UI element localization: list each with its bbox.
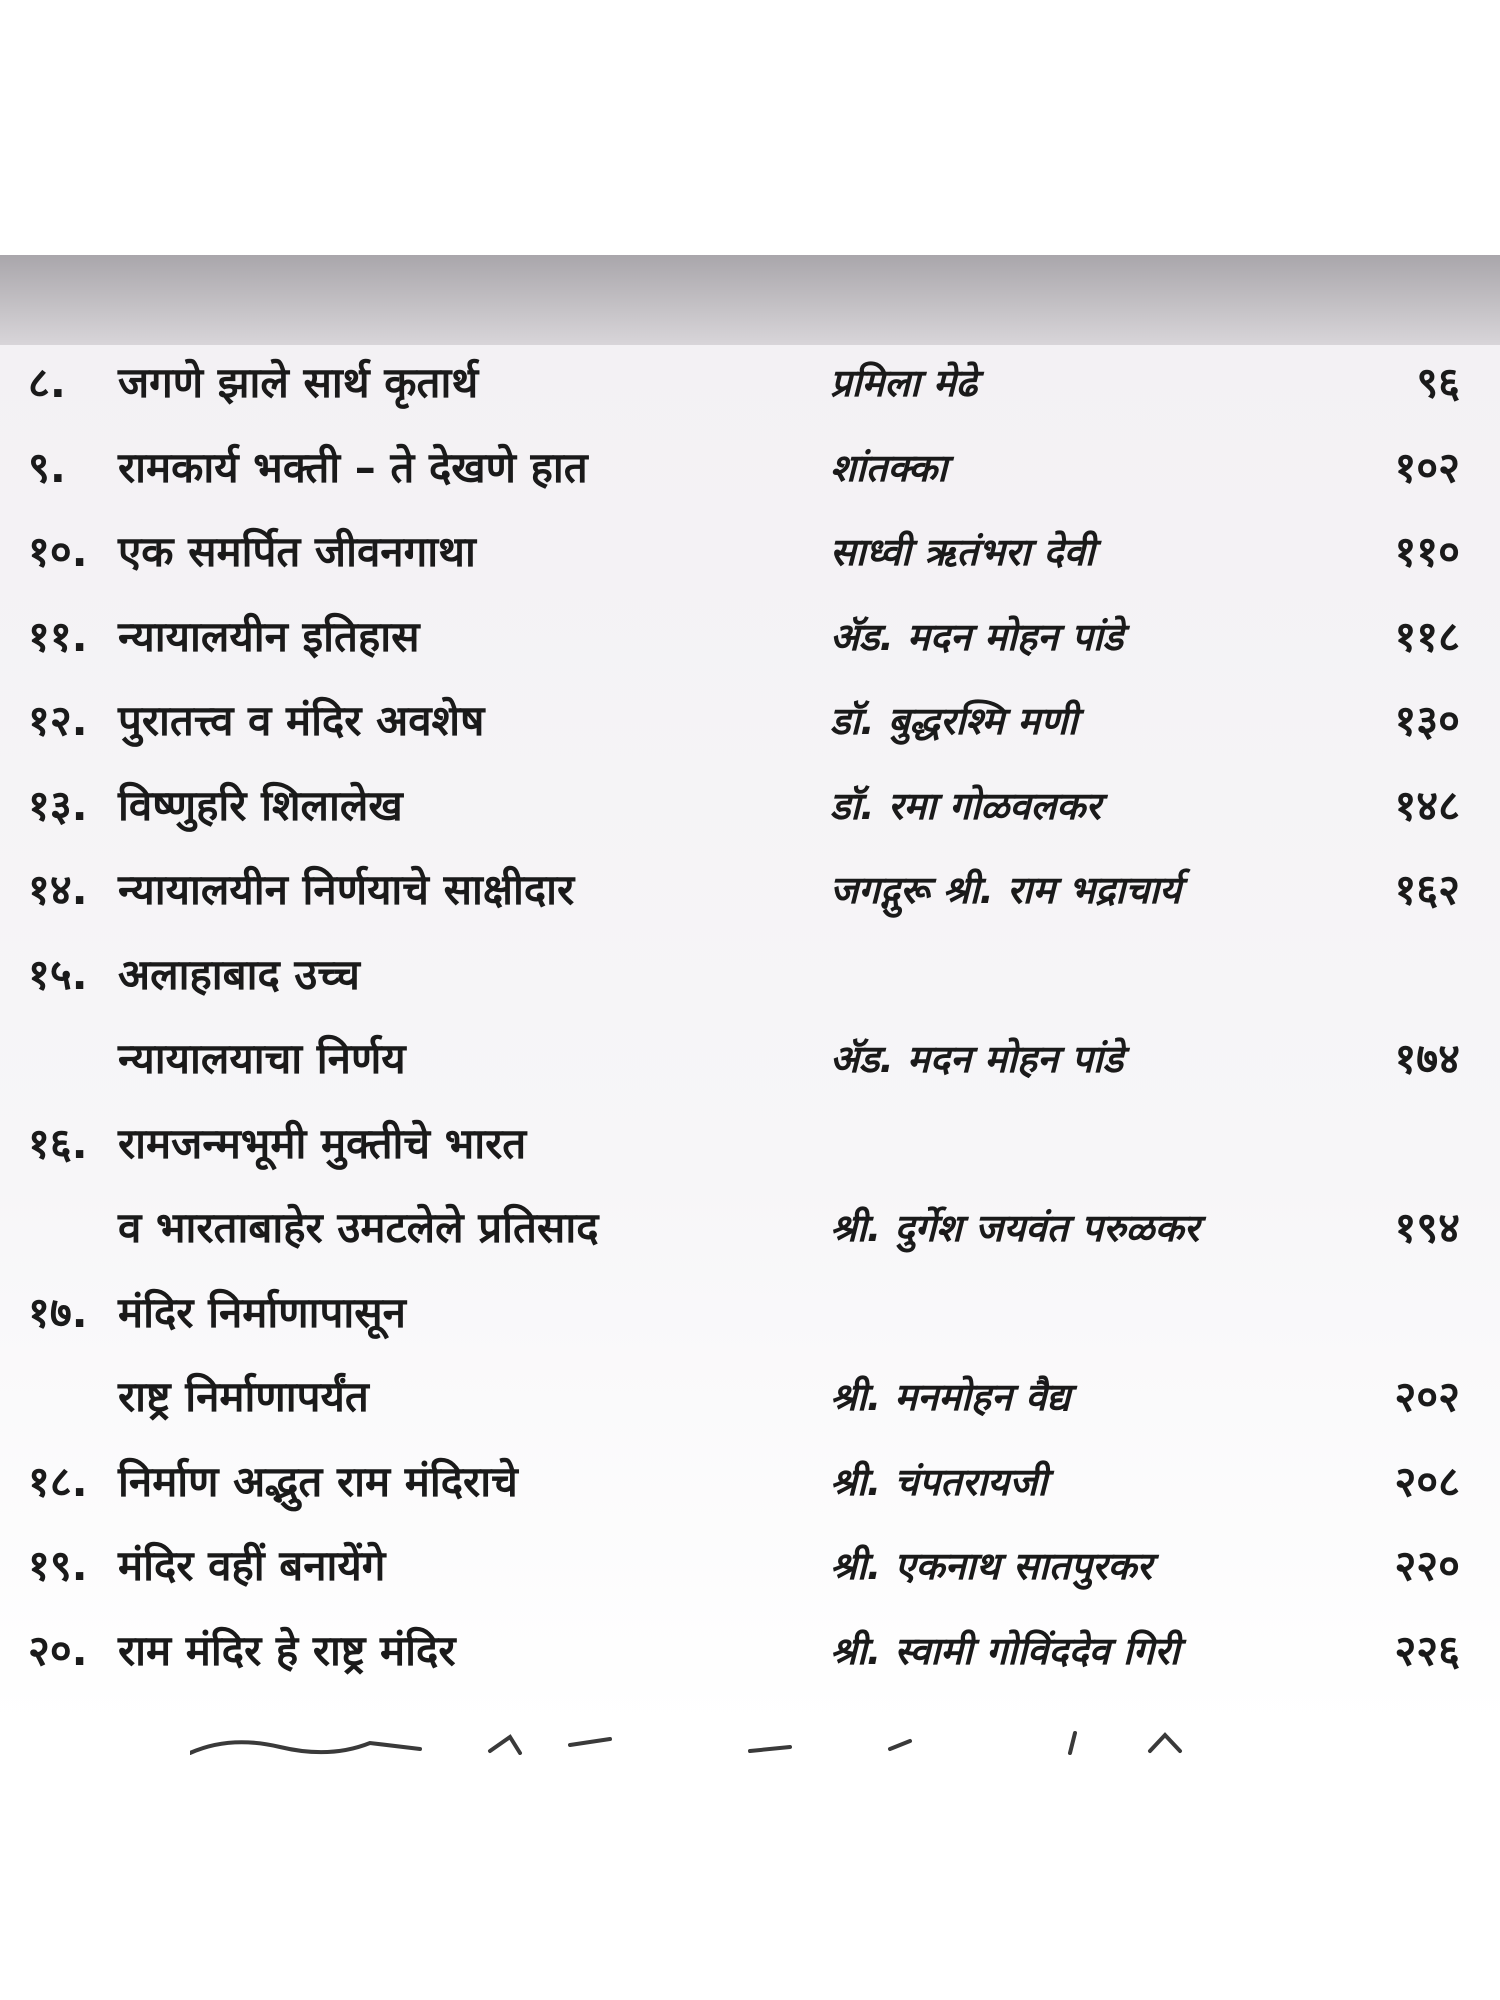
toc-entry	[0, 683, 1500, 768]
entry-title: जगणे झाले सार्थ कृतार्थ	[118, 358, 479, 407]
entry-title: व भारताबाहेर उमटलेले प्रतिसाद	[118, 1203, 599, 1252]
entry-title: रामकार्य भक्ती – ते देखणे हात	[118, 442, 588, 492]
entry-page: २०२	[1394, 1372, 1460, 1421]
entry-page: १३०	[1394, 696, 1460, 745]
entry-title: निर्माण अद्भुत राम मंदिराचे	[118, 1456, 518, 1506]
entry-number: २०.	[28, 1625, 88, 1675]
entry-page: ९६	[1416, 358, 1460, 407]
entry-number: १६.	[28, 1118, 88, 1168]
entry-title: मंदिर निर्माणापासून	[118, 1287, 406, 1337]
entry-author: शांतक्का	[830, 438, 1007, 498]
toc-entry-continuation	[0, 1021, 1500, 1106]
entry-number: १३.	[28, 780, 88, 830]
toc-entry	[0, 514, 1500, 599]
header-band	[0, 255, 1500, 345]
toc-entry	[0, 852, 1500, 937]
entry-number: ९.	[28, 442, 66, 492]
entry-number: १७.	[28, 1287, 88, 1337]
toc-entry	[0, 345, 1500, 430]
entry-author: ॲड. मदन मोहन पांडे	[830, 607, 1183, 667]
entry-number: १५.	[28, 949, 88, 999]
entry-page: १०२	[1394, 442, 1460, 492]
toc-entry	[0, 1444, 1500, 1529]
entry-page: १९४	[1394, 1203, 1460, 1252]
toc-entry	[0, 768, 1500, 853]
entry-page: ११०	[1394, 527, 1460, 576]
toc-entry	[0, 1528, 1500, 1613]
entry-page: २०८	[1394, 1456, 1460, 1506]
toc-entry	[0, 1106, 1500, 1191]
toc-entry	[0, 599, 1500, 684]
entry-number: ११.	[28, 611, 88, 661]
entry-page: २२०	[1394, 1541, 1460, 1590]
entry-author: जगद्गुरू श्री. राम भद्राचार्य	[830, 860, 1241, 920]
entry-title: मंदिर वहीं बनायेंगे	[118, 1541, 386, 1590]
entry-author: प्रमिला मेढे	[830, 353, 1037, 413]
entry-title: पुरातत्त्व व मंदिर अवशेष	[118, 696, 485, 745]
entry-title: एक समर्पित जीवनगाथा	[118, 527, 476, 576]
entry-page: १६२	[1394, 865, 1460, 914]
table-of-contents	[0, 345, 1500, 1697]
entry-page: १७४	[1394, 1034, 1460, 1083]
entry-page: ११८	[1394, 611, 1460, 661]
entry-number: १०.	[28, 527, 88, 576]
toc-entry	[0, 1613, 1500, 1698]
toc-entry-continuation	[0, 1190, 1500, 1275]
entry-author: श्री. एकनाथ सातपुरकर	[830, 1536, 1212, 1596]
entry-page: १४८	[1394, 780, 1460, 830]
toc-entry	[0, 430, 1500, 515]
entry-title: रामजन्मभूमी मुक्तीचे भारत	[118, 1118, 527, 1168]
entry-author: डॉ. रमा गोळवलकर	[830, 776, 1161, 836]
entry-author: डॉ. बुद्धरश्मि मणी	[830, 691, 1137, 751]
decorative-illustration-edge	[190, 1725, 1310, 1755]
entry-author: श्री. चंपतरायजी	[830, 1452, 1107, 1512]
entry-title: राम मंदिर हे राष्ट्र मंदिर	[118, 1625, 456, 1675]
entry-author: श्री. स्वामी गोविंददेव गिरी	[830, 1621, 1240, 1681]
entry-number: ८.	[28, 358, 66, 407]
entry-author: श्री. दुर्गेश जयवंत परुळकर	[830, 1198, 1259, 1258]
entry-title: न्यायालयाचा निर्णय	[118, 1034, 406, 1083]
entry-number: १४.	[28, 865, 88, 914]
entry-author: साध्वी ऋतंभरा देवी	[830, 522, 1155, 582]
entry-author: श्री. मनमोहन वैद्य	[830, 1367, 1130, 1427]
entry-title: न्यायालयीन निर्णयाचे साक्षीदार	[118, 865, 575, 914]
toc-entry	[0, 937, 1500, 1022]
entry-title: विष्णुहरि शिलालेख	[118, 780, 403, 830]
toc-entry-continuation	[0, 1359, 1500, 1444]
entry-number: १८.	[28, 1456, 88, 1506]
entry-title: राष्ट्र निर्माणापर्यंत	[118, 1372, 369, 1421]
entry-page: २२६	[1394, 1625, 1460, 1675]
entry-number: १९.	[28, 1541, 88, 1590]
entry-number: १२.	[28, 696, 88, 745]
entry-title: अलाहाबाद उच्च	[118, 949, 360, 999]
entry-title: न्यायालयीन इतिहास	[118, 611, 420, 661]
entry-author: ॲड. मदन मोहन पांडे	[830, 1029, 1183, 1089]
toc-entry	[0, 1275, 1500, 1360]
